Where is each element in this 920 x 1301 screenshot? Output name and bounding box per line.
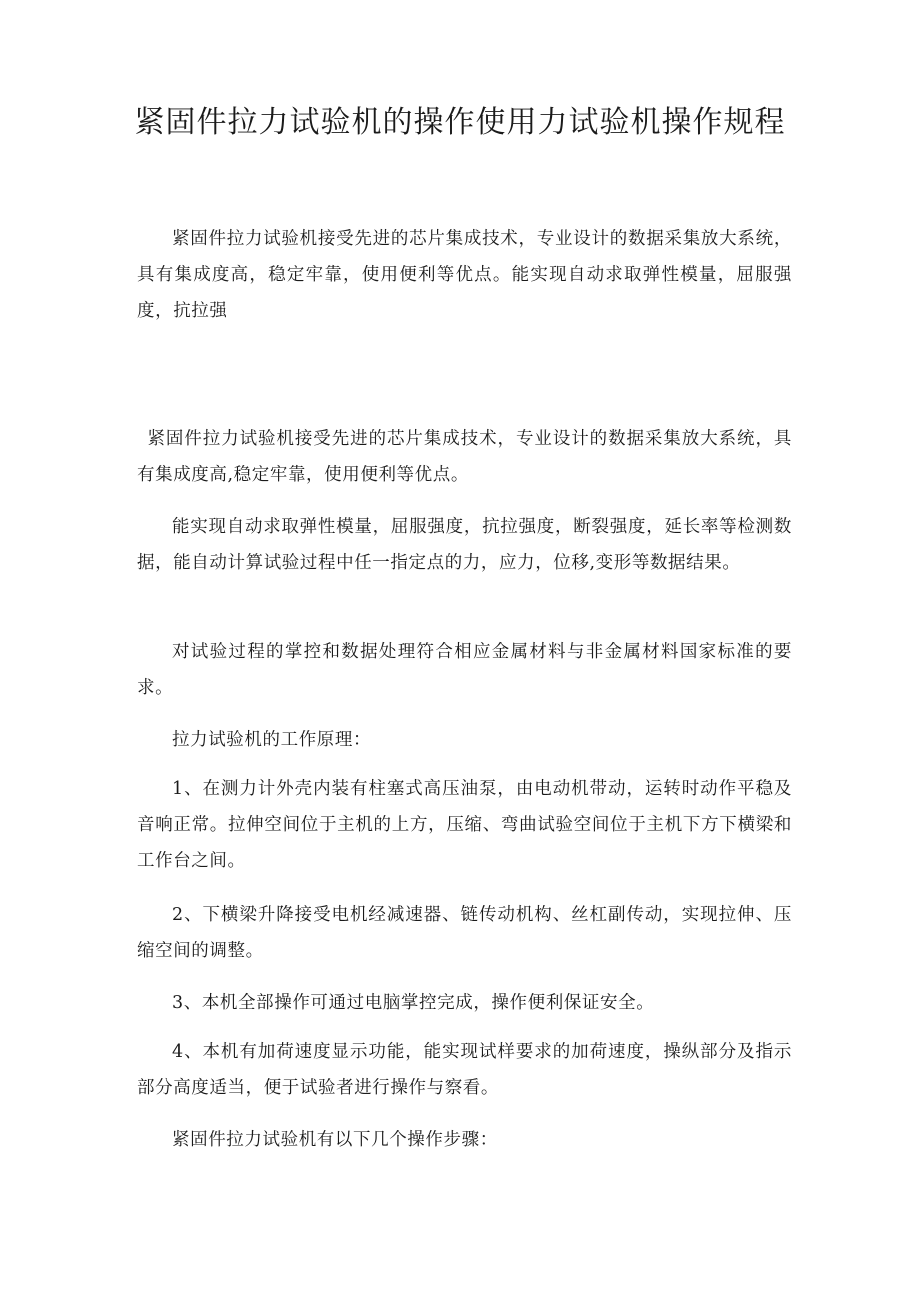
- paragraph-intro: 紧固件拉力试验机接受先进的芯片集成技术，专业设计的数据采集放大系统，具有集成度高，稳定牢靠，使用便利等优点。能实现自动求取弹性模量，屈服强度，抗拉强: [137, 229, 792, 321]
- paragraph-overview: 紧固件拉力试验机接受先进的芯片集成技术，专业设计的数据采集放大系统，具有集成度高,稳定牢靠，使用便利等优点。: [137, 429, 792, 485]
- paragraph-capabilities: 能实现自动求取弹性模量，屈服强度，抗拉强度，断裂强度，延长率等检测数据，能自动计算试验过程中任一指定点的力，应力，位移,变形等数据结果。: [137, 517, 792, 573]
- paragraph-principle-1: 1、在测力计外壳内装有柱塞式高压油泵，由电动机带动，运转时动作平稳及音响正常。拉伸空间位于主机的上方，压缩、弯曲试验空间位于主机下方下横梁和工作台之间。: [137, 779, 792, 871]
- paragraph-principle-3: 3、本机全部操作可通过电脑掌控完成，操作便利保证安全。: [172, 993, 655, 1013]
- document-title: 紧固件拉力试验机的操作使用力试验机操作规程: [134, 105, 786, 140]
- paragraph-steps-heading: 紧固件拉力试验机有以下几个操作步骤：: [172, 1130, 498, 1150]
- paragraph-principle-2: 2、下横梁升降接受电机经减速器、链传动机构、丝杠副传动，实现拉伸、压缩空间的调整。: [137, 905, 792, 961]
- paragraph-standards: 对试验过程的掌控和数据处理符合相应金属材料与非金属材料国家标准的要求。: [137, 642, 792, 698]
- paragraph-principle-heading: 拉力试验机的工作原理：: [172, 730, 372, 750]
- paragraph-principle-4: 4、本机有加荷速度显示功能，能实现试样要求的加荷速度，操纵部分及指示部分高度适当，便于试验者进行操作与察看。: [137, 1042, 792, 1098]
